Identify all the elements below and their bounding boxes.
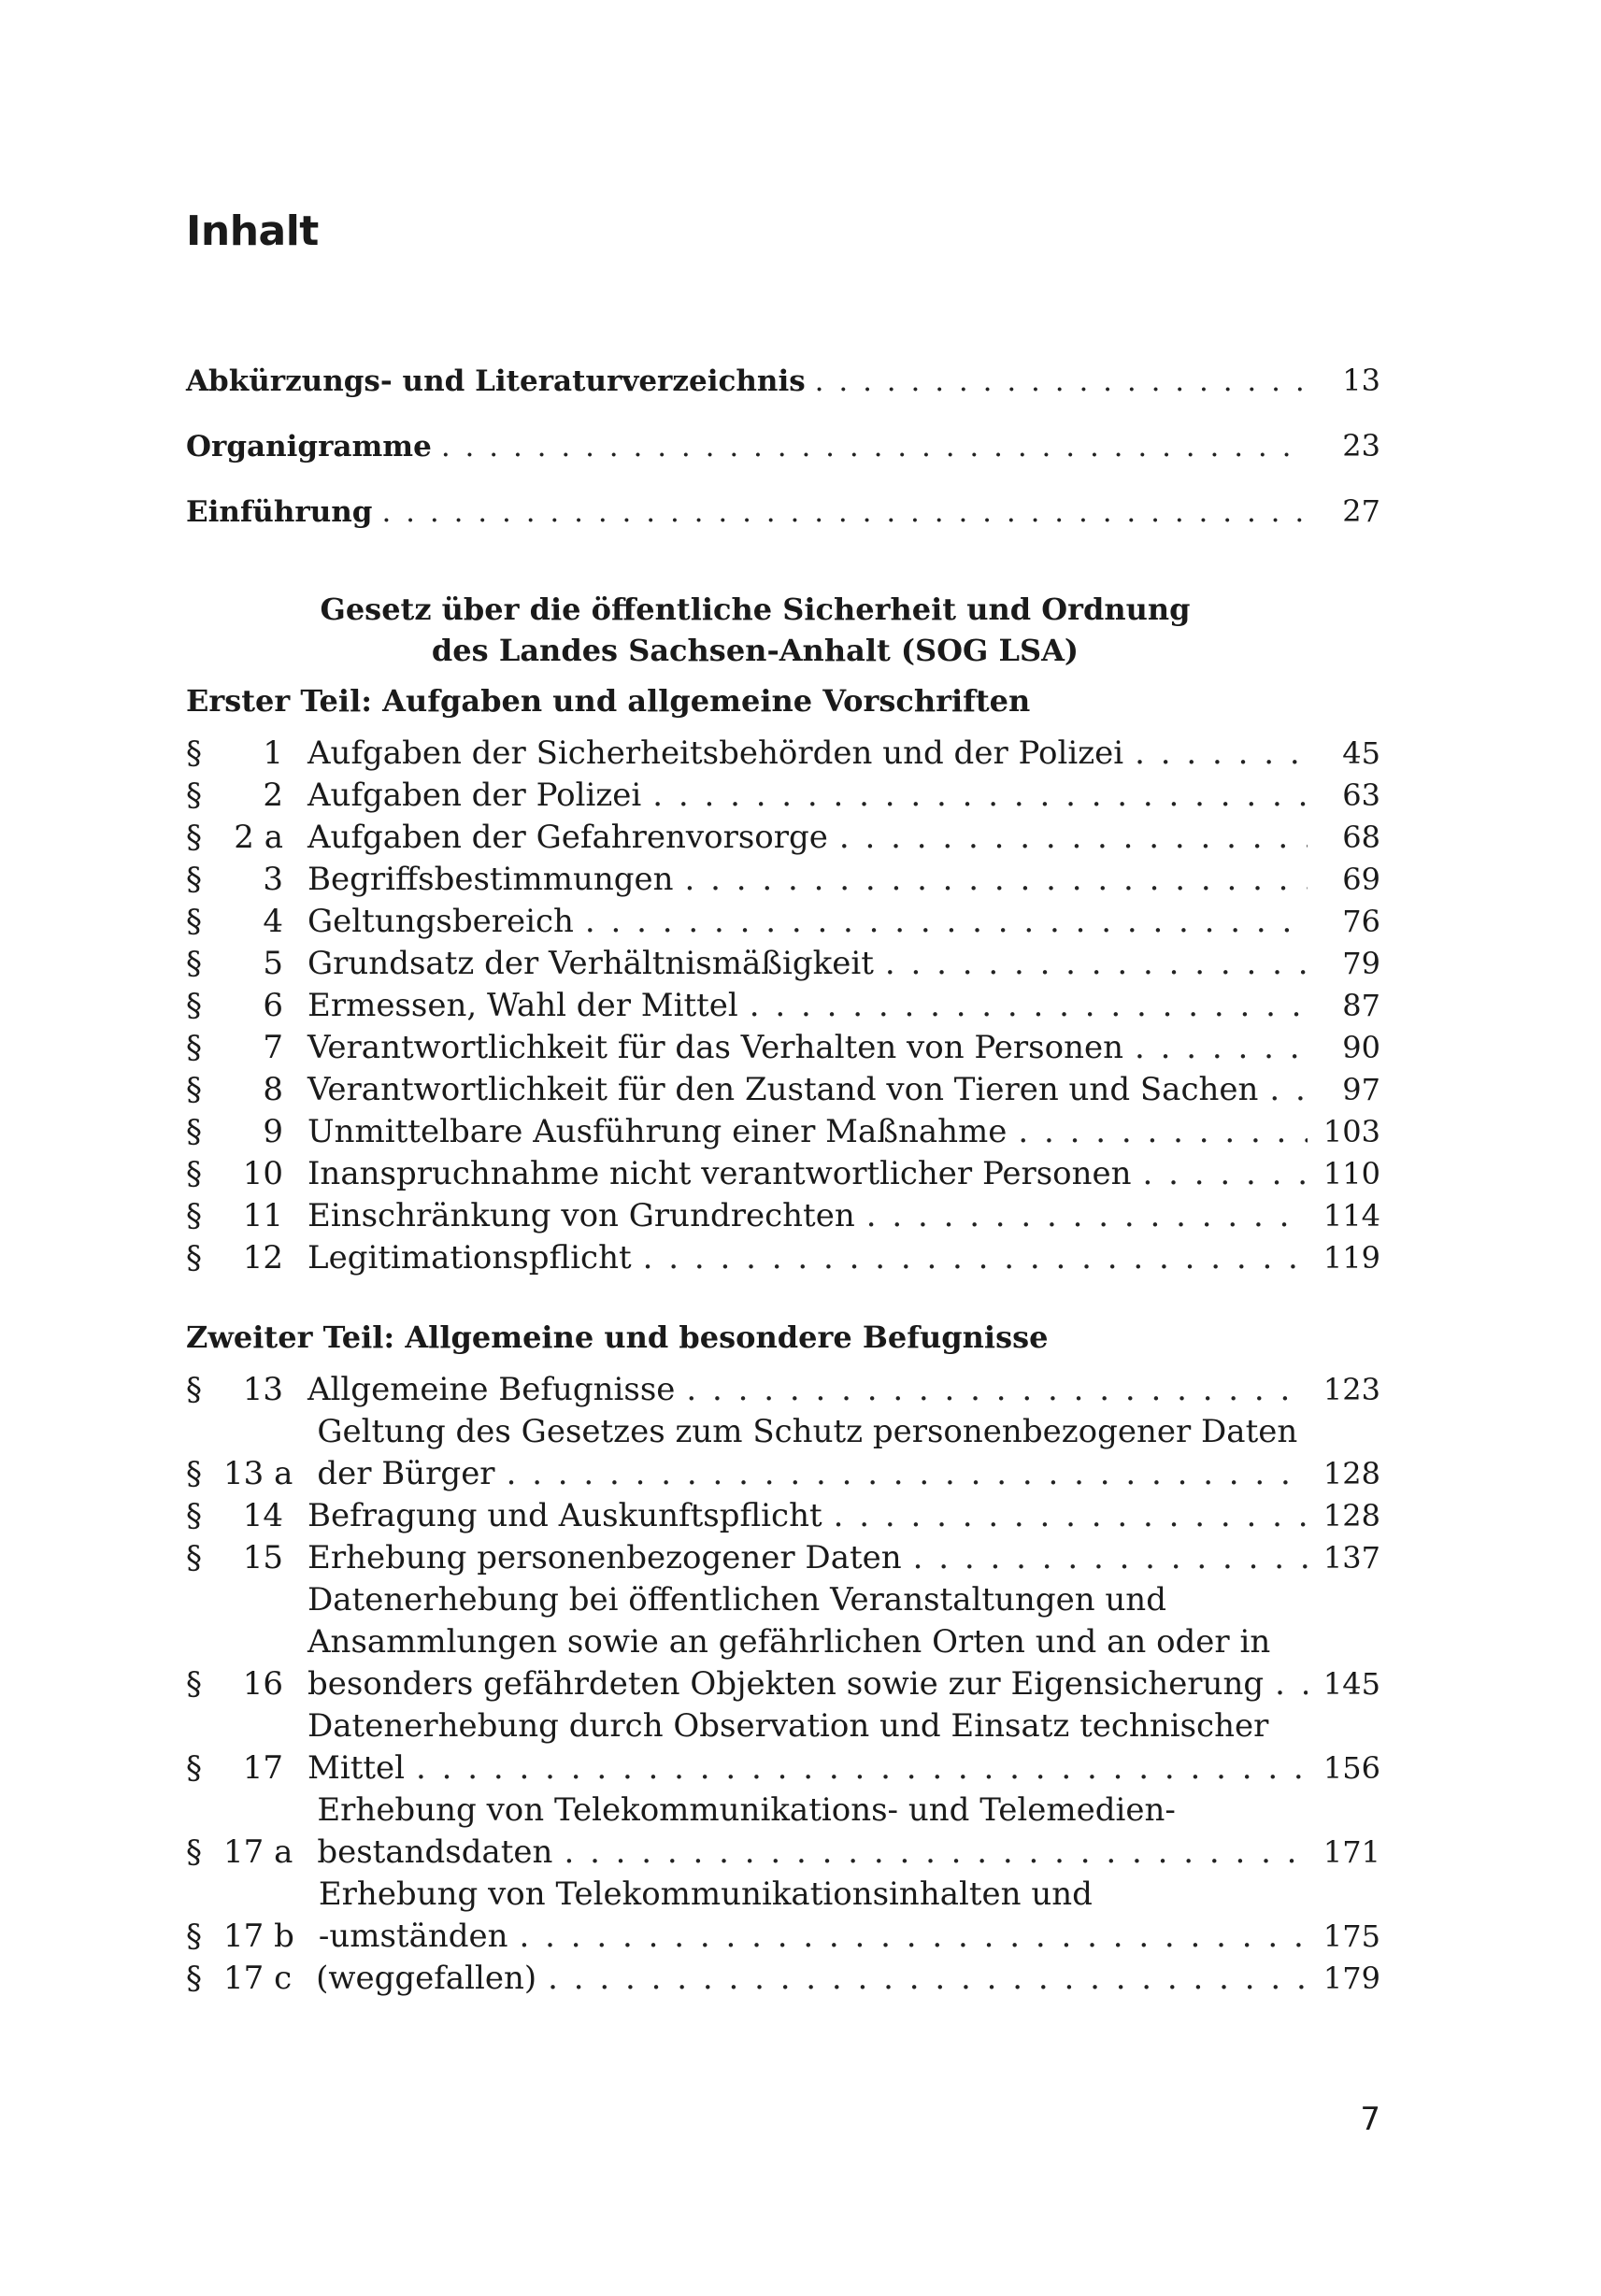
section-sign: § <box>186 1071 202 1108</box>
leader-dots <box>632 1237 1308 1279</box>
toc-page-number: 76 <box>1342 904 1380 939</box>
toc-page-number: 87 <box>1342 988 1380 1023</box>
section-title-text: Allgemeine Befugnisse <box>307 1371 676 1408</box>
section-title-block <box>307 943 1308 985</box>
toc-page-number: 27 <box>1342 493 1380 529</box>
toc-page-number: 145 <box>1322 1666 1380 1702</box>
section-title-lastline <box>307 775 1308 817</box>
leader-dots <box>874 943 1308 985</box>
section-title-text: Mittel <box>307 1749 406 1787</box>
section-title-lastline <box>307 1237 1308 1279</box>
toc-page-number: 114 <box>1322 1198 1380 1234</box>
section-title <box>307 775 1308 817</box>
section-title <box>316 1958 1308 2000</box>
section-title-block <box>316 1958 1308 2000</box>
section-title-lastline <box>307 943 1308 985</box>
section-title-lastline <box>307 1027 1308 1069</box>
section-sign: § <box>186 1833 202 1871</box>
part2-entries <box>186 1369 1380 2000</box>
section-number: 5 <box>263 945 283 982</box>
section-title-text: (weggefallen) <box>316 1960 537 1997</box>
section-number: 13 <box>242 1371 283 1408</box>
section-title <box>307 1579 1308 1705</box>
section-number: 12 <box>242 1239 283 1276</box>
law-title <box>186 589 1380 671</box>
section-number: 13 a <box>223 1455 293 1492</box>
toc-entry <box>186 1705 1380 1790</box>
section-sign: § <box>186 777 202 814</box>
section-title <box>307 1153 1308 1195</box>
toc-entry-abkuerzungen <box>186 348 1380 413</box>
section-title-text: Aufgaben der Gefahrenvorsorge <box>307 819 828 856</box>
section-title-block <box>307 1579 1308 1705</box>
section-title <box>307 943 1308 985</box>
front-matter-list <box>186 348 1380 544</box>
toc-page-number: 128 <box>1322 1498 1380 1533</box>
toc-entry-title: Organigramme <box>186 430 432 463</box>
section-title <box>307 985 1308 1027</box>
toc-entry <box>186 1111 1380 1153</box>
section-title-text: -umständen <box>318 1918 508 1955</box>
section-title-block <box>307 733 1308 775</box>
section-title <box>307 1027 1308 1069</box>
section-title-lastline <box>307 1153 1308 1195</box>
toc-entry <box>186 1874 1380 1958</box>
toc-page-number: 128 <box>1322 1456 1380 1491</box>
section-sign: § <box>186 1539 202 1576</box>
section-number: 7 <box>263 1029 283 1066</box>
section-title-text: Geltungsbereich <box>307 903 574 940</box>
toc-entry <box>186 817 1380 859</box>
toc-page-number: 171 <box>1322 1834 1380 1870</box>
section-title-block <box>307 1495 1308 1537</box>
table-of-contents <box>186 348 1380 2000</box>
section-title-lines: Erhebung von Telekommunikationsinhalten und <box>318 1875 1093 1913</box>
section-title-block <box>307 985 1308 1027</box>
section-title-lastline <box>316 1958 1308 2000</box>
leader-dots <box>536 1958 1308 2000</box>
section-title <box>307 1705 1308 1790</box>
toc-entry <box>186 859 1380 901</box>
section-number: 1 <box>263 734 283 772</box>
section-title-lastline <box>307 985 1308 1027</box>
section-sign: § <box>186 734 202 772</box>
section-sign: § <box>186 1918 202 1955</box>
toc-entry <box>186 1237 1380 1279</box>
leader-dots <box>441 414 1308 479</box>
section-title-lastline <box>307 1069 1308 1111</box>
section-title-lastline <box>307 817 1308 859</box>
section-number: 6 <box>263 987 283 1024</box>
leader-dots <box>855 1195 1308 1237</box>
leader-dots <box>552 1832 1308 1874</box>
section-number: 4 <box>263 903 283 940</box>
toc-page-number: 79 <box>1342 946 1380 981</box>
toc-entry <box>186 1790 1380 1874</box>
leader-dots <box>381 479 1308 545</box>
toc-page-number: 119 <box>1322 1240 1380 1276</box>
section-title <box>307 817 1308 859</box>
part-heading: Erster Teil: Aufgaben und allgemeine Vorschriften <box>186 683 1031 719</box>
section-title-text: Einschränkung von Grundrechten <box>307 1197 855 1234</box>
section-sign: § <box>186 1749 202 1787</box>
toc-entry <box>186 901 1380 943</box>
toc-page-number: 156 <box>1322 1750 1380 1786</box>
section-sign: § <box>186 1960 202 1997</box>
section-title-lines: Geltung des Gesetzes zum Schutz personenbezogener Daten <box>317 1413 1298 1450</box>
section-sign: § <box>186 1155 202 1192</box>
section-title-lastline <box>317 1453 1308 1495</box>
section-title <box>317 1790 1308 1874</box>
toc-entry <box>186 1027 1380 1069</box>
toc-entry <box>186 1411 1380 1495</box>
section-sign: § <box>186 1029 202 1066</box>
section-title-block <box>307 1111 1308 1153</box>
section-sign: § <box>186 945 202 982</box>
law-title-line: Gesetz über die öffentliche Sicherheit und Ordnung <box>320 592 1191 627</box>
page-number: 7 <box>1360 2101 1380 2138</box>
toc-page-number: 179 <box>1322 1961 1380 1996</box>
section-sign: § <box>186 1113 202 1150</box>
section-title-text: Aufgaben der Sicherheitsbehörden und der Polizei <box>307 734 1124 772</box>
section-title-block <box>307 775 1308 817</box>
toc-entry <box>186 985 1380 1027</box>
toc-entry <box>186 733 1380 775</box>
section-title-lastline <box>307 901 1308 943</box>
section-title-text: Erhebung personenbezogener Daten <box>307 1539 902 1576</box>
section-number: 17 a <box>223 1833 293 1871</box>
section-title-text: Aufgaben der Polizei <box>307 777 642 814</box>
section-number: 16 <box>242 1665 283 1703</box>
section-title-block <box>307 1069 1308 1111</box>
section-title-lastline <box>307 1195 1308 1237</box>
section-number: 14 <box>242 1497 283 1534</box>
section-title-text: Grundsatz der Verhältnismäßigkeit <box>307 945 874 982</box>
toc-entry <box>186 1369 1380 1411</box>
toc-entry-title: Abkürzungs- und Literaturverzeichnis <box>186 364 806 398</box>
leader-dots <box>675 1369 1308 1411</box>
section-title-lastline <box>307 733 1308 775</box>
section-title-block <box>317 1790 1308 1874</box>
leader-dots <box>902 1537 1308 1579</box>
toc-page-number: 137 <box>1322 1540 1380 1576</box>
law-title-line: des Landes Sachsen-Anhalt (SOG LSA) <box>431 633 1079 668</box>
section-number: 17 c <box>223 1960 293 1997</box>
toc-entry <box>186 1537 1380 1579</box>
section-title-block <box>319 1874 1308 1958</box>
section-title-text: Verantwortlichkeit für den Zustand von Tieren und Sachen <box>307 1071 1259 1108</box>
toc-entry <box>186 1195 1380 1237</box>
leader-dots <box>1123 733 1308 775</box>
section-title <box>307 1111 1308 1153</box>
section-title <box>307 1195 1308 1237</box>
section-title-block <box>317 1411 1308 1495</box>
section-title-block <box>307 1369 1308 1411</box>
section-title-lastline <box>319 1916 1308 1958</box>
section-title-text: Inanspruchnahme nicht verantwortlicher Personen <box>307 1155 1132 1192</box>
section-title-block <box>307 1237 1308 1279</box>
toc-entry-title: Einführung <box>186 495 373 529</box>
section-title <box>307 901 1308 943</box>
section-title-block <box>307 1705 1308 1790</box>
toc-entry <box>186 1958 1380 2000</box>
toc-page-number: 90 <box>1342 1030 1380 1065</box>
section-title <box>307 1069 1308 1111</box>
part-heading: Zweiter Teil: Allgemeine und besondere Befugnisse <box>186 1319 1049 1355</box>
section-title-text: Unmittelbare Ausführung einer Maßnahme <box>307 1113 1008 1150</box>
section-number: 8 <box>263 1071 283 1108</box>
section-title-lastline <box>307 1663 1308 1705</box>
section-title-text: Ermessen, Wahl der Mittel <box>307 987 738 1024</box>
section-title <box>307 733 1308 775</box>
leader-dots <box>641 775 1308 817</box>
toc-page-number: 97 <box>1342 1072 1380 1107</box>
section-title <box>319 1874 1308 1958</box>
page-title: Inhalt <box>186 207 319 255</box>
section-title-block <box>307 817 1308 859</box>
section-number: 3 <box>263 861 283 898</box>
section-title-lastline <box>307 1369 1308 1411</box>
part1-entries <box>186 733 1380 1279</box>
section-number: 10 <box>242 1155 283 1192</box>
section-sign: § <box>186 903 202 940</box>
section-title-text: der Bürger <box>317 1455 495 1492</box>
section-title-text: Befragung und Auskunftspflicht <box>307 1497 822 1534</box>
leader-dots <box>1258 1069 1308 1111</box>
section-number: 2 a <box>234 819 283 856</box>
section-title-block <box>307 1195 1308 1237</box>
section-title-lastline <box>317 1832 1308 1874</box>
section-title-block <box>307 1153 1308 1195</box>
toc-entry-einfuehrung <box>186 478 1380 544</box>
toc-page-number: 175 <box>1322 1918 1380 1954</box>
section-title <box>307 1369 1308 1411</box>
toc-entry <box>186 1069 1380 1111</box>
section-title-block <box>307 1537 1308 1579</box>
toc-page-number: 110 <box>1322 1156 1380 1191</box>
section-title-block <box>307 901 1308 943</box>
section-number: 9 <box>263 1113 283 1150</box>
section-title <box>307 1537 1308 1579</box>
leader-dots <box>1123 1027 1308 1069</box>
section-title-lastline <box>307 1111 1308 1153</box>
leader-dots <box>1132 1153 1308 1195</box>
section-number: 2 <box>263 777 283 814</box>
section-sign: § <box>186 1239 202 1276</box>
section-number: 11 <box>242 1197 283 1234</box>
section-title-text: Begriffsbestimmungen <box>307 861 674 898</box>
section-sign: § <box>186 1497 202 1534</box>
toc-page-number: 13 <box>1342 363 1380 398</box>
section-sign: § <box>186 1197 202 1234</box>
section-title-lastline <box>307 1537 1308 1579</box>
section-title-text: bestandsdaten <box>317 1833 553 1871</box>
toc-page-number: 45 <box>1342 735 1380 771</box>
leader-dots <box>574 901 1308 943</box>
section-title-block <box>307 859 1308 901</box>
toc-entry <box>186 775 1380 817</box>
toc-entry <box>186 943 1380 985</box>
section-title-text: Verantwortlichkeit für das Verhalten von Personen <box>307 1029 1123 1066</box>
leader-dots <box>495 1453 1308 1495</box>
section-number: 15 <box>242 1539 283 1576</box>
toc-entry <box>186 1153 1380 1195</box>
section-title-lines: Datenerhebung durch Observation und Einsatz technischer <box>307 1707 1269 1745</box>
leader-dots <box>405 1747 1308 1790</box>
section-number: 17 <box>242 1749 283 1787</box>
toc-entry-organigramme <box>186 413 1380 478</box>
section-title-lines: Erhebung von Telekommunikations- und Telemedien- <box>317 1791 1176 1829</box>
toc-page-number: 69 <box>1342 862 1380 897</box>
leader-dots <box>674 859 1308 901</box>
section-sign: § <box>186 1371 202 1408</box>
section-title-block <box>307 1027 1308 1069</box>
section-title-text: besonders gefährdeten Objekten sowie zur Eigensicherung <box>307 1665 1265 1703</box>
section-title-lastline <box>307 1747 1308 1790</box>
leader-dots <box>738 985 1308 1027</box>
section-title-text: Legitimationspflicht <box>307 1239 632 1276</box>
leader-dots <box>1007 1111 1308 1153</box>
leader-dots <box>508 1916 1308 1958</box>
section-title <box>307 1495 1308 1537</box>
leader-dots <box>1264 1663 1308 1705</box>
section-sign: § <box>186 1665 202 1703</box>
leader-dots <box>828 817 1308 859</box>
section-sign: § <box>186 861 202 898</box>
leader-dots <box>822 1495 1308 1537</box>
toc-page-number: 23 <box>1342 428 1380 463</box>
section-title-lastline <box>307 859 1308 901</box>
leader-dots <box>815 349 1308 414</box>
section-number: 17 b <box>223 1918 294 1955</box>
toc-entry <box>186 1495 1380 1537</box>
section-sign: § <box>186 1455 202 1492</box>
section-sign: § <box>186 819 202 856</box>
toc-page-number: 123 <box>1322 1372 1380 1407</box>
toc-page-number: 103 <box>1322 1114 1380 1149</box>
toc-page-number: 68 <box>1342 820 1380 855</box>
section-title-lastline <box>307 1495 1308 1537</box>
section-sign: § <box>186 987 202 1024</box>
section-title-lines: Datenerhebung bei öffentlichen Veranstaltungen und Ansammlungen sowie an gefährlichen Orten und an oder in <box>307 1581 1271 1661</box>
toc-entry <box>186 1579 1380 1705</box>
section-title <box>307 1237 1308 1279</box>
toc-page-number: 63 <box>1342 777 1380 813</box>
section-title <box>307 859 1308 901</box>
section-title <box>317 1411 1308 1495</box>
